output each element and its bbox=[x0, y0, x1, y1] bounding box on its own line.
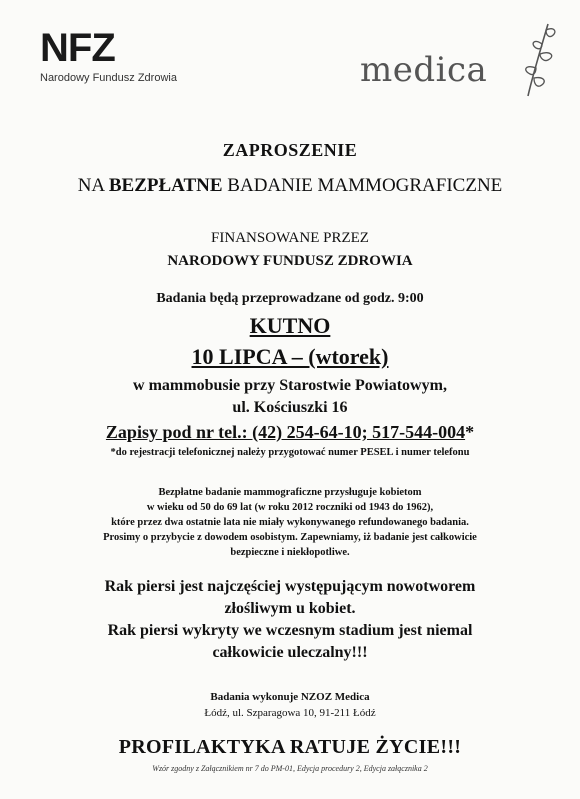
warning-line: całkowicie uleczalny!!! bbox=[212, 644, 368, 661]
cancer-warning bbox=[40, 576, 540, 664]
medica-logo bbox=[360, 18, 560, 98]
footer-note: Wzór zgodny z Załącznikiem nr 7 do PM-01, Edycja procedury 2, Edycja załącznika 2 bbox=[152, 764, 428, 773]
warning-line: złośliwym u kobiet. bbox=[224, 600, 356, 617]
exam-headline bbox=[0, 175, 580, 197]
leaf-branch-icon bbox=[518, 18, 560, 98]
nfz-logo bbox=[40, 28, 200, 84]
nfz-logo-name: Narodowy Fundusz Zdrowia bbox=[40, 72, 177, 84]
registration-phone-text: Zapisy pod nr tel.: (42) 254-64-10; 517-544-004 bbox=[105, 422, 466, 442]
invitation-title: ZAPROSZENIE bbox=[222, 140, 358, 160]
info-line: Bezpłatne badanie mammograficzne przysługuje kobietom bbox=[158, 487, 422, 498]
exam-headline-free: BEZPŁATNE bbox=[108, 175, 223, 196]
executor-address: Łódź, ul. Szparagowa 10, 91-211 Łódź bbox=[204, 707, 376, 719]
info-line: Prosimy o przybycie z dowodem osobistym. Zapewniamy, iż badanie jest całkowicie bbox=[103, 532, 477, 543]
registration-phone-star: * bbox=[465, 422, 475, 442]
registration-phone bbox=[0, 422, 580, 443]
info-line: w wieku od 50 do 69 lat (w roku 2012 roczniki od 1943 do 1962), bbox=[146, 502, 434, 513]
start-hours: Badania będą przeprowadzane od godz. 9:00 bbox=[156, 291, 424, 306]
warning-line: Rak piersi wykryty we wczesnym stadium jest niemal bbox=[107, 622, 473, 639]
executor-label: Badania wykonuje NZOZ Medica bbox=[210, 691, 370, 703]
eligibility-info bbox=[60, 485, 520, 560]
registration-note: *do rejestracji telefonicznej należy przygotować numer PESEL i numer telefonu bbox=[110, 447, 470, 458]
exam-headline-pre: NA bbox=[77, 175, 109, 196]
funder-name: NARODOWY FUNDUSZ ZDROWIA bbox=[167, 253, 413, 269]
exam-street: ul. Kościuszki 16 bbox=[232, 399, 348, 416]
slogan: PROFILAKTYKA RATUJE ŻYCIE!!! bbox=[118, 736, 462, 758]
medica-logo-text: medica bbox=[360, 50, 488, 90]
funded-by-label: FINANSOWANE PRZEZ bbox=[211, 230, 369, 246]
warning-line: Rak piersi jest najczęściej występującym nowotworem bbox=[104, 578, 476, 595]
info-line: które przez dwa ostatnie lata nie miały wykonywanego refundowanego badania. bbox=[111, 517, 469, 528]
nfz-logo-mark: NFZ bbox=[40, 26, 115, 70]
exam-headline-post: BADANIE MAMMOGRAFICZNE bbox=[222, 175, 503, 196]
city: KUTNO bbox=[249, 313, 331, 338]
executor-block bbox=[0, 689, 580, 721]
exam-place: w mammobusie przy Starostwie Powiatowym, bbox=[133, 377, 447, 394]
info-line: bezpieczne i niekłopotliwe. bbox=[230, 547, 350, 558]
exam-date: 10 LIPCA – (wtorek) bbox=[191, 344, 389, 369]
